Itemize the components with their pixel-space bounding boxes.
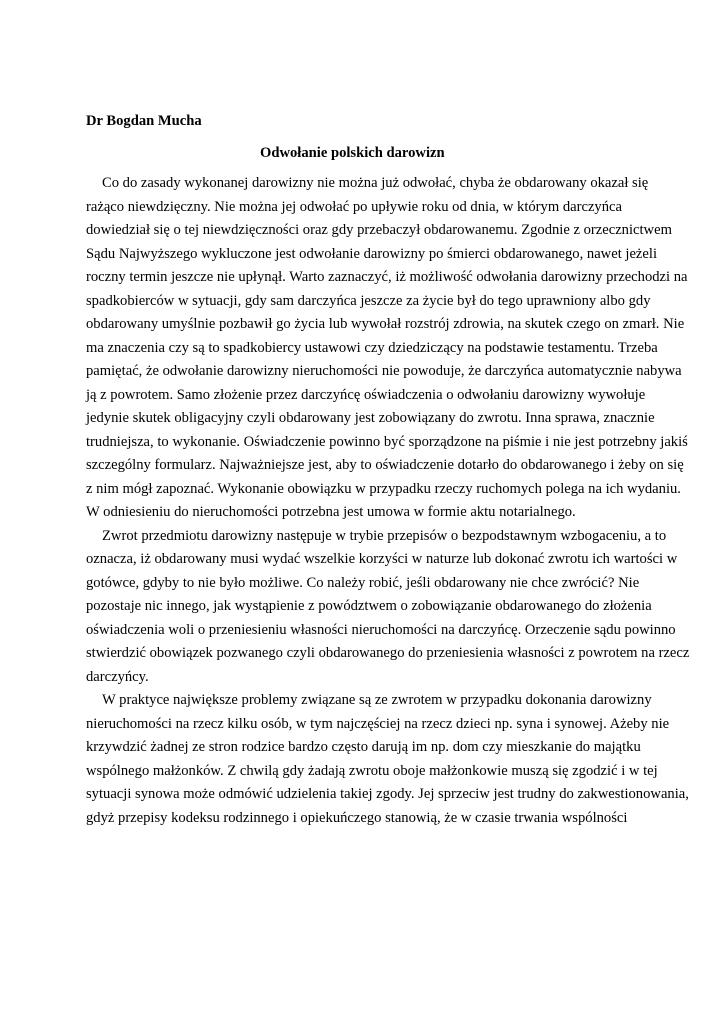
text-line: darczyńcy. (86, 668, 149, 685)
text-line: obdarowany umyślnie pozbawił go życia lub wywołał rozstrój zdrowia, na skutek czego on zmarł. Nie (86, 316, 685, 332)
text-line: roczny termin jeszcze nie upłynął. Warto zaznaczyć, iż możliwość odwołania darowizny przechodzi na (86, 269, 688, 285)
document-body (86, 172, 690, 830)
text-line: W odniesieniu do nieruchomości potrzebna jest umowa w formie aktu notarialnego. (86, 504, 576, 520)
text-line: z nim mógł zapoznać. Wykonanie obowiązku w przypadku rzeczy ruchomych polega na ich wydaniu. (86, 480, 681, 497)
document-page (86, 112, 690, 830)
text-line: krzywdzić żadnej ze stron rodzice bardzo często darują im np. dom czy mieszkanie do majątku (86, 739, 641, 755)
document-title: Odwołanie polskich darowizn (260, 145, 445, 161)
paragraph-1 (86, 172, 686, 525)
text-line: ją z powrotem. Samo złożenie przez darczyńcę oświadczenia o odwołaniu darowizny wywołuje (86, 386, 646, 403)
text-line: ma znaczenia czy są to spadkobiercy ustawowi czy dziedziczący na podstawie testamentu. Trzeba (86, 339, 658, 356)
text-line: jedynie skutek obligacyjny czyli obdarowany jest zobowiązany do zwrotu. Inna sprawa, znacznie (86, 410, 655, 426)
text-line: gdyż przepisy kodeksu rodzinnego i opiekuńczego stanowią, że w czasie trwania wspólności (86, 809, 628, 826)
text-line: wspólnego małżonków. Z chwilą gdy żadają zwrotu oboje małżonkowie muszą się zgodzić i w tej (86, 762, 658, 779)
text-line: spadkobierców w sytuacji, gdy sam darczyńca jeszcze za życie był do tego uprawniony albo gdy (86, 292, 651, 309)
text-line: rażąco niewdzięczny. Nie można jej odwołać po upływie roku od dnia, w którym darczyńca (86, 198, 622, 215)
text-line: szczególny formularz. Najważniejsze jest, aby to oświadczenie dotarło do obdarowanego i żeby on się (86, 457, 684, 473)
author-name: Dr Bogdan Mucha (86, 113, 202, 129)
text-line: oświadczenia woli o przeniesieniu własności nieruchomości na darczyńcę. Orzeczenie sądu powinno (86, 621, 676, 638)
text-line: trudniejsza, to wykonanie. Oświadczenie powinno być sporządzone na piśmie i nie jest potrzebny jakiś (86, 433, 688, 450)
text-line: stwierdzić obowiązek pozwanego czyli obdarowanego do przeniesienia własności z powrotem na rzecz (86, 645, 690, 661)
text-line: nieruchomości na rzecz kilku osób, w tym najczęściej na rzecz dzieci np. syna i synowej. Ażeby nie (86, 715, 670, 732)
paragraph-3 (86, 689, 689, 830)
text-line: Co do zasady wykonanej darowizny nie można już odwołać, chyba że obdarowany okazał się (102, 175, 649, 191)
paragraph-2 (86, 525, 690, 690)
text-line: Zwrot przedmiotu darowizny następuje w trybie przepisów o bezpodstawnym wzbogaceniu, a to (102, 527, 667, 544)
text-line: sytuacji synowa może odmówić udzielenia takiej zgody. Jej sprzeciw jest trudny do zakwestionowania, (86, 786, 689, 802)
text-line: dowiedział się o tej niewdzięczności oraz gdy przebaczył obdarowanemu. Zgodnie z orzecznictwem (86, 222, 672, 238)
text-line: pamiętać, że odwołanie darowizny nieruchomości nie powoduje, że darczyńca automatycznie nabywa (86, 363, 682, 379)
text-line: pozostaje nic innego, jak wystąpienie z powództwem o zobowiązanie obdarowanego do złożenia (86, 598, 652, 614)
text-line: Sądu Najwyższego wykluczone jest odwołanie darowizny po śmierci obdarowanego, nawet jeżeli (86, 245, 657, 262)
text-line: gotówce, gdyby to nie było możliwe. Co należy robić, jeśli obdarowany nie chce zwrócić? Nie (86, 574, 640, 591)
text-line: W praktyce największe problemy związane są ze zwrotem w przypadku dokonania darowizny (102, 692, 652, 708)
text-line: oznacza, iż obdarowany musi wydać wszelkie korzyści w naturze lub dokonać zwrotu ich wartości w (86, 551, 678, 567)
